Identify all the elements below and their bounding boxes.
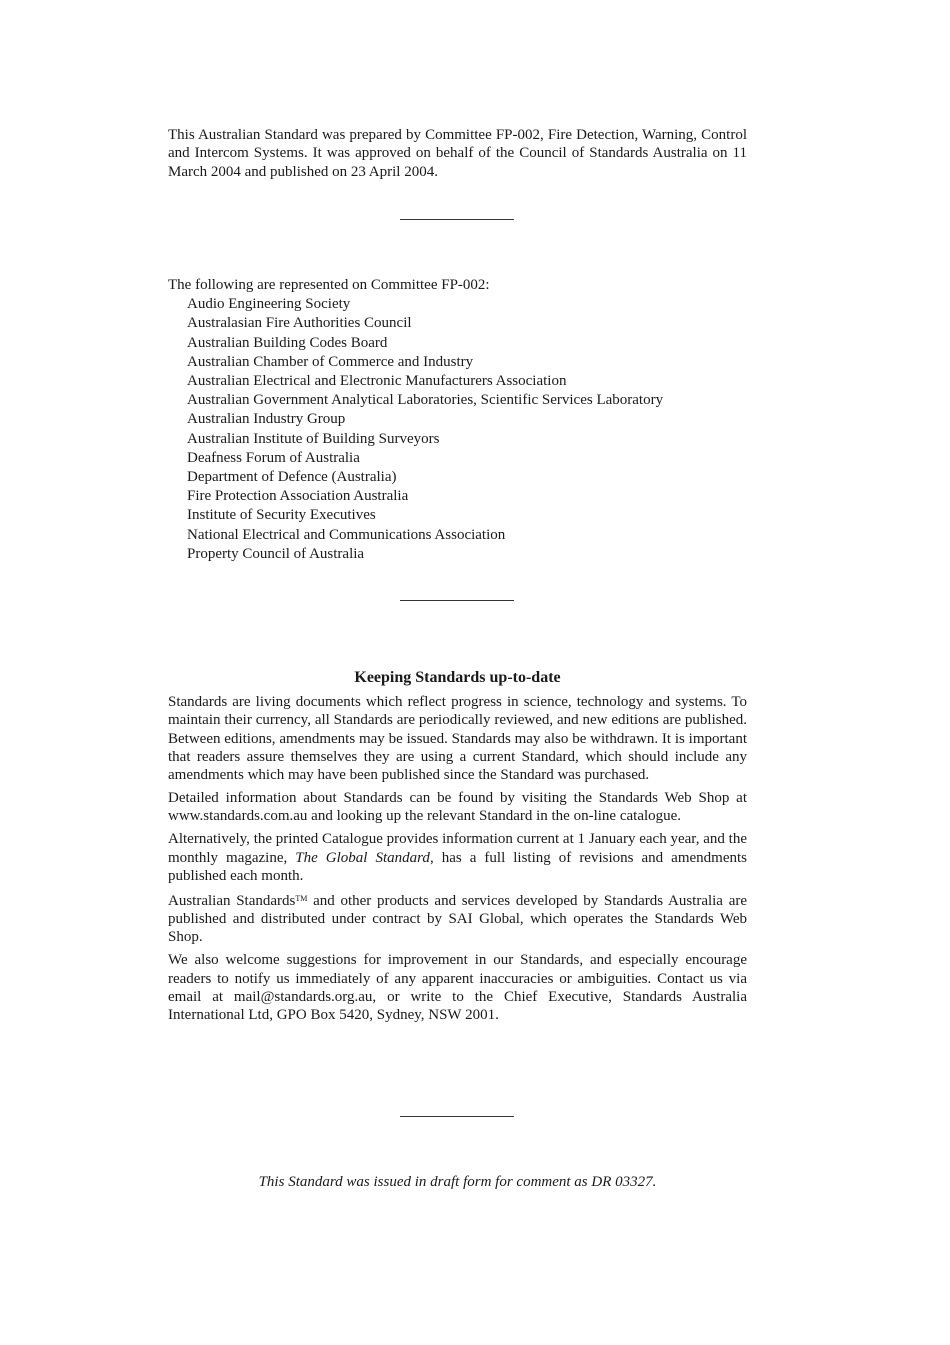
list-item: Institute of Security Executives bbox=[187, 507, 376, 524]
list-item: Australian Chamber of Commerce and Industry bbox=[187, 353, 474, 370]
list-item: Australasian Fire Authorities Council bbox=[187, 315, 412, 332]
trademark-symbol: TM bbox=[295, 893, 308, 903]
list-item: Audio Engineering Society bbox=[187, 296, 351, 313]
paragraph: Detailed information about Standards can be found by visiting the Standards Web Shop at www.standards.com.au and looking up the relevant Standard in the on-line catalogue. bbox=[168, 790, 747, 825]
paragraph bbox=[168, 890, 747, 947]
keeping-standards-section bbox=[168, 668, 747, 1029]
list-item: Property Council of Australia bbox=[187, 545, 365, 562]
list-item: Australian Building Codes Board bbox=[187, 334, 388, 351]
committee-intro: The following are represented on Committee FP-002: bbox=[168, 277, 490, 293]
list-item: Australian Industry Group bbox=[187, 411, 346, 428]
paragraph-text: Alternatively, the printed Catalogue provides information current at 1 January each year, and the monthly magazine, bbox=[168, 831, 747, 866]
draft-note: This Standard was issued in draft form for comment as DR 03327. bbox=[258, 1174, 657, 1190]
publication-title: The Global Standard bbox=[295, 849, 430, 866]
paragraph bbox=[168, 830, 747, 885]
list-item: Department of Defence (Australia) bbox=[187, 469, 397, 486]
section-divider bbox=[400, 600, 514, 601]
list-item: Australian Government Analytical Laboratories, Scientific Services Laboratory bbox=[187, 392, 664, 409]
list-item: Australian Institute of Building Surveyors bbox=[187, 430, 440, 447]
committee-section bbox=[168, 276, 747, 564]
committee-member-list bbox=[168, 295, 747, 564]
paragraph-text: Australian Standards bbox=[168, 892, 296, 909]
paragraph: Standards are living documents which reflect progress in science, technology and systems. To maintain their currency, all Standards are periodically reviewed, and new editions are published. Between editions, amendments may be issued. Standards may also be withdrawn. It is important that readers assure themselves they are using a current Standard, which should include any amendments which may have been published since the Standard was purchased. bbox=[168, 694, 747, 784]
paragraph-text: and other products and services developed by Standards Australia are published and distributed under contract by SAI Global, which operates the Standards Web Shop. bbox=[168, 892, 748, 946]
section-heading: Keeping Standards up-to-date bbox=[354, 669, 561, 686]
paragraph: We also welcome suggestions for improvement in our Standards, and especially encourage readers to notify us immediately of any apparent inaccuracies or ambiguities. Contact us via email at mail@standards.org.au, or write to the Chief Executive, Standards Australia International Ltd, GPO Box 5420, Sydney, NSW 2001. bbox=[168, 952, 747, 1024]
list-item: National Electrical and Communications Association bbox=[187, 526, 506, 543]
list-item: Australian Electrical and Electronic Manufacturers Association bbox=[187, 373, 567, 390]
list-item: Fire Protection Association Australia bbox=[187, 488, 409, 505]
approval-statement: This Australian Standard was prepared by Committee FP-002, Fire Detection, Warning, Control and Intercom Systems. It was approved on behalf of the Council of Standards Australia on 11 March 2004 and published on 23 April 2004. bbox=[168, 127, 747, 180]
list-item: Deafness Forum of Australia bbox=[187, 449, 360, 466]
section-divider bbox=[400, 219, 514, 220]
paragraph-text: , has a full listing of revisions and amendments published each month. bbox=[168, 849, 747, 884]
section-divider bbox=[400, 1116, 514, 1117]
